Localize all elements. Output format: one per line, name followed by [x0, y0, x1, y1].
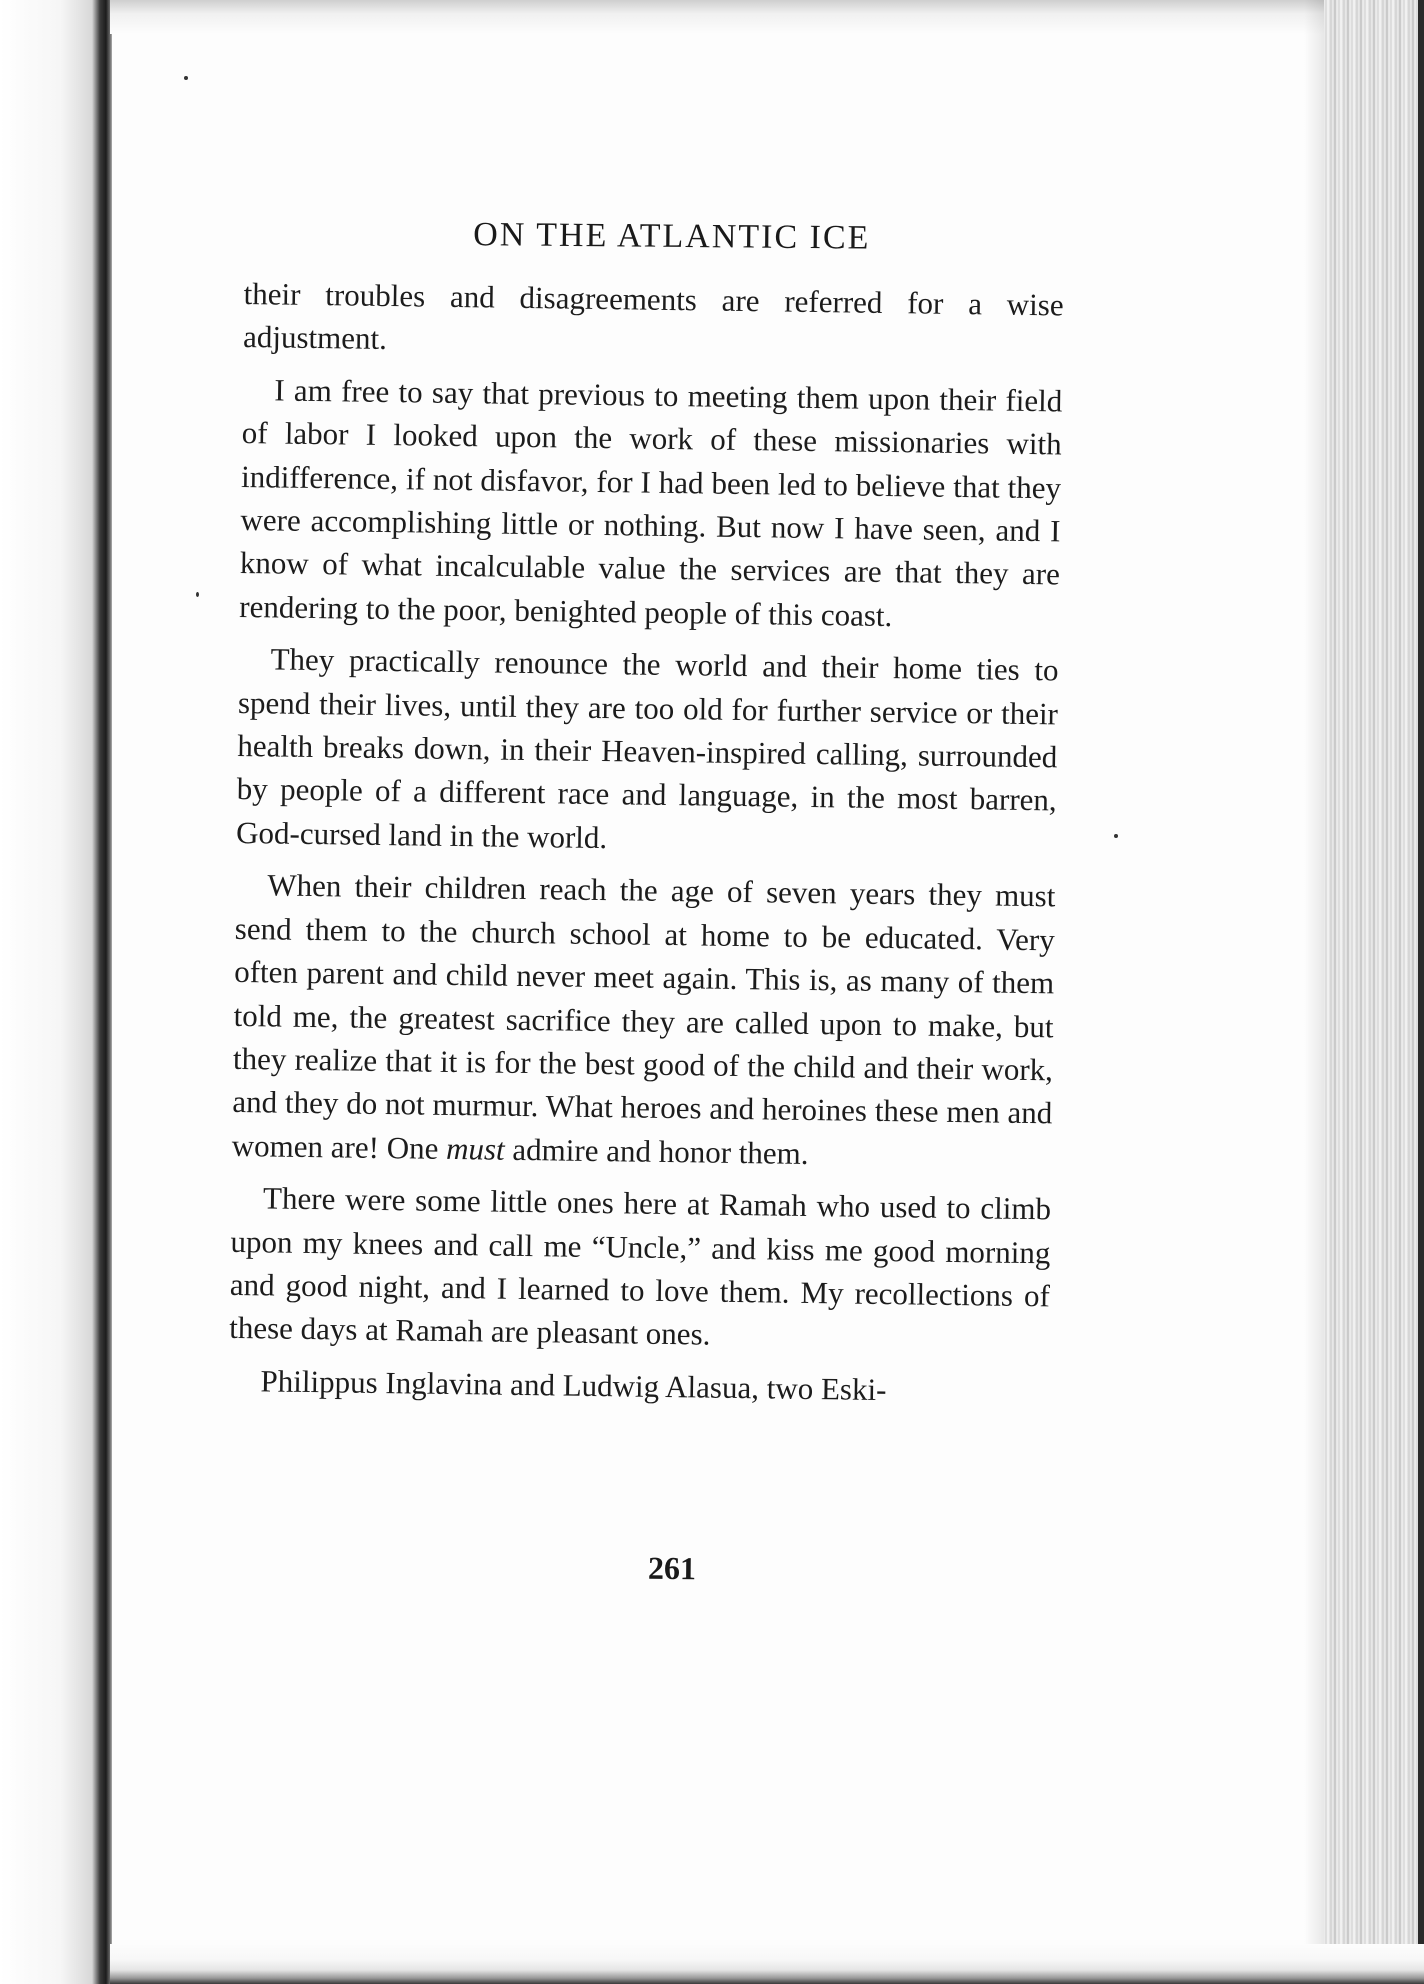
paragraph: Philippus Inglavina and Ludwig Alasua, two Eski-: [260, 1363, 887, 1407]
page-top-edge: [110, 0, 1424, 34]
paragraph-text: admire and honor them.: [504, 1131, 809, 1171]
emphasis-text: must: [445, 1130, 505, 1167]
scan-speck: [1114, 834, 1118, 838]
paragraph: [232, 863, 1056, 1178]
book-gutter: [0, 0, 112, 1984]
page-stack-edges: [1324, 0, 1424, 1984]
running-head: ON THE ATLANTIC ICE: [473, 216, 871, 257]
scan-speck: [196, 592, 199, 597]
page-bottom-edge: [110, 1944, 1424, 1984]
paragraph: They practically renounce the world and their home ties to spend their lives, until they are too old for further service or their health breaks down, in their Heaven-inspired calling, surrounded by people of a different race and language, in the most barren, God-cursed land in the world.: [235, 641, 1059, 855]
paragraph-text: When their children reach the age of seven years they must send them to the church school at home to be educated. Very often parent and child never meet again. This is, as many of them told me, the greatest sacrifice they are called upon to make, but they realize that it is for the best good of the child and their work, and they do not murmur. What heroes and heroines these men and women are! One: [231, 867, 1056, 1166]
scan-speck: [184, 76, 188, 80]
paragraph: I am free to say that previous to meeting them upon their field of labor I looked upon the work of these missionaries with indifference, if not disfavor, for I had been led to believe that they were accomplishing little or nothing. But now I have seen, and I know of what incalculable value the services are that they are rendering to the poor, benighted people of this coast.: [239, 372, 1063, 633]
page-edge-dark: [1418, 0, 1424, 1984]
paragraph: their troubles and disagreements are referred for a wise adjustment.: [242, 275, 1064, 357]
paragraph: There were some little ones here at Ramah who used to climb upon my knees and call me “Uncle,” and kiss me good morning and good night, and I learned to love them. My recollections of these days at Ramah are pleasant ones.: [229, 1180, 1052, 1352]
body-text: [228, 272, 1064, 1422]
page-number: 261: [647, 1549, 697, 1587]
